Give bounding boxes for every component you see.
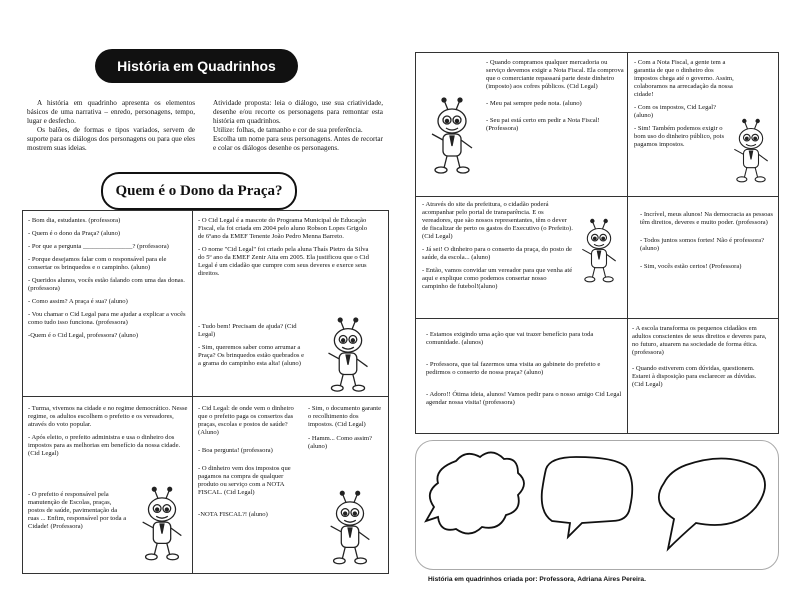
credit-line: História em quadrinhos criada por: Professora, Adriana Aires Pereira. bbox=[428, 576, 646, 583]
cid-legal-mascot-icon bbox=[133, 485, 191, 563]
comic-panel-5: - Quando compramos qualquer mercadoria ou serviço devemos exigir a Nota Fiscal. Ela comprova que o comerciante repassará parte deste dinheiro (imposto) aos cofres públicos. (Cid Legal) - Meu pai sempre pede nota. (aluno) - Seu pai está certo em pedir a Nota Fiscal! (Professora) bbox=[415, 52, 629, 198]
comic-title: Quem é o Dono da Praça? bbox=[101, 172, 297, 210]
comic-panel-3: - Turma, vivemos na cidade e no regime democrático. Nesse regime, os adultos escolhem o prefeito e os vereadores, através do voto popular. - Após eleito, o prefeito administra e usa o dinheiro dos impostos para as melhorias em benefício da nossa cidade. (Cid Legal) - O prefeito é responsável pela manutenção de Escolas, praças, postos de saúde, pavimentação da ruas ... Enfim, responsável por toda a Cidade! (Professora) bbox=[22, 396, 194, 574]
jagged-speech-balloon-icon bbox=[542, 457, 633, 537]
intro-right: Atividade proposta: leia o diálogo, use sua criatividade, desenhe e/ou recorte os personagens para remontar esta história em quadrinhos. Utilize: folhas, de tamanho e cor de sua preferência. Escolha um nome para seus personagens. Antes de recortar e colar os diálogos desenhe os personagens. bbox=[213, 99, 383, 152]
cid-legal-mascot-icon bbox=[321, 489, 379, 567]
cid-legal-mascot-icon bbox=[574, 215, 624, 287]
comic-panel-10: - A escola transforma os pequenos cidadãos em adultos conscientes de seus direitos e deveres para, no futuro, atuarem na sociedade de forma ética. (professora) - Quando estiverem com dúvidas, questionem. Estarei à disposição para esclarecer as dúvidas. (Cid Legal) bbox=[627, 318, 779, 434]
comic-panel-4: - Cid Legal: de onde vem o dinheiro que o prefeito paga os consertos das praças, escolas e postos de saúde? (Aluno) - Boa pergunta! (professora) - O dinheiro vem dos impostos que pagamos na compra de qualquer produto ou serviço com a NOTA FISCAL. (Cid Legal) -NOTA FISCAL?! (aluno) - Sim, o documento garante o recolhimento dos impostos. (Cid Legal) - Hamm... Como assim? (aluno) bbox=[192, 396, 389, 574]
comic-panel-6: - Com a Nota Fiscal, a gente tem a garantia de que o dinheiro dos impostos chega até o governo. Assim, colaboramos na arrecadação da nossa cidade! - Com os impostos, Cid Legal? (aluno) - Sim! Também podemos exigir o bom uso do dinheiro público, pois pagamos impostos. bbox=[627, 52, 779, 198]
cid-legal-mascot-icon bbox=[422, 91, 482, 181]
comic-panel-1: - Bom dia, estudantes. (professora) - Quem é o dono da Praça? (aluno) - Por que a pergunta _______________? (professora) - Porque desejamos falar com o responsável para ele consertar os brinquedos e o campinho. (aluno) - Queridos alunos, vocês estão falando com uma das donas. (professora) - Como assim? A praça é sua? (aluno) - Vou chamar o Cid Legal para me ajudar a explicar a vocês como tudo isso funciona. (professora) -Quem é o Cid Legal, professora? (aluno) bbox=[22, 210, 194, 398]
comic-panel-7: - Através do site da prefeitura, o cidadão poderá acompanhar pelo portal de transparência. E os vereadores, que são nossos representantes, têm o dever de fiscalizar de perto os gastos do Executivo (o Prefeito). (Cid Legal) - Já sei! O dinheiro para o conserto da praça, do posto de saúde, da escola... (aluno) - Então, vamos convidar um vereador para que venha até aqui e explique como podemos consertar nosso campinho de futebol!(aluno) bbox=[415, 196, 629, 320]
comic-panel-9: - Estamos exigindo uma ação que vai trazer benefício para toda comunidade. (alunos) - Professora, que tal fazermos uma visita ao gabinete do prefeito e pedirmos o conserto de nossa praça? (aluno) - Adoro!! Ótima ideia, alunos! Vamos pedir para o nosso amigo Cid Legal agendar nossa visita! (professora) bbox=[415, 318, 629, 434]
comic-panel-8: - Incrível, meus alunos! Na democracia as pessoas têm direitos, deveres e muito poder. (professora) - Todos juntos somos fortes! Não é professora? (aluno) - Sim, vocês estão certos! (Professora) bbox=[627, 196, 779, 320]
intro-left: A história em quadrinho apresenta os elementos básicos de uma narrativa – enredo, personagens, tempo, lugar e desfecho. Os balões, de formas e tipos variados, servem de suporte para os diálogos dos personagens ou para que eles mostrem suas ideias. bbox=[27, 99, 195, 152]
blank-balloons-area bbox=[415, 440, 779, 570]
comic-panel-2: - O Cid Legal é a mascote do Programa Municipal de Educação Fiscal, ela foi criada em 2004 pelo aluno Robson Lopes Grigolo de 6ºano da EMEF Tenente João Pedro Menna Barreto. - O nome "Cid Legal" foi criado pela aluna Thaís Pietro da Silva do 5º ano da EMEF Zenir Aita em 2005. Ela justificou que o Cid Legal é um cidadão que cumpre com seus deveres e exerce seus direitos. - Tudo bem! Precisam de ajuda? (Cid Legal) - Sim, queremos saber como arrumar a Praça? Os brinquedos estão quebrados e a grama do campinho esta alta! (aluno) bbox=[192, 210, 389, 398]
thought-balloon-icon bbox=[426, 452, 524, 533]
oval-speech-balloon-icon bbox=[659, 458, 765, 549]
cid-legal-mascot-icon bbox=[726, 113, 776, 189]
page-title: História em Quadrinhos bbox=[95, 49, 298, 83]
speech-balloon-icons bbox=[416, 441, 778, 569]
cid-legal-mascot-icon bbox=[318, 316, 378, 394]
